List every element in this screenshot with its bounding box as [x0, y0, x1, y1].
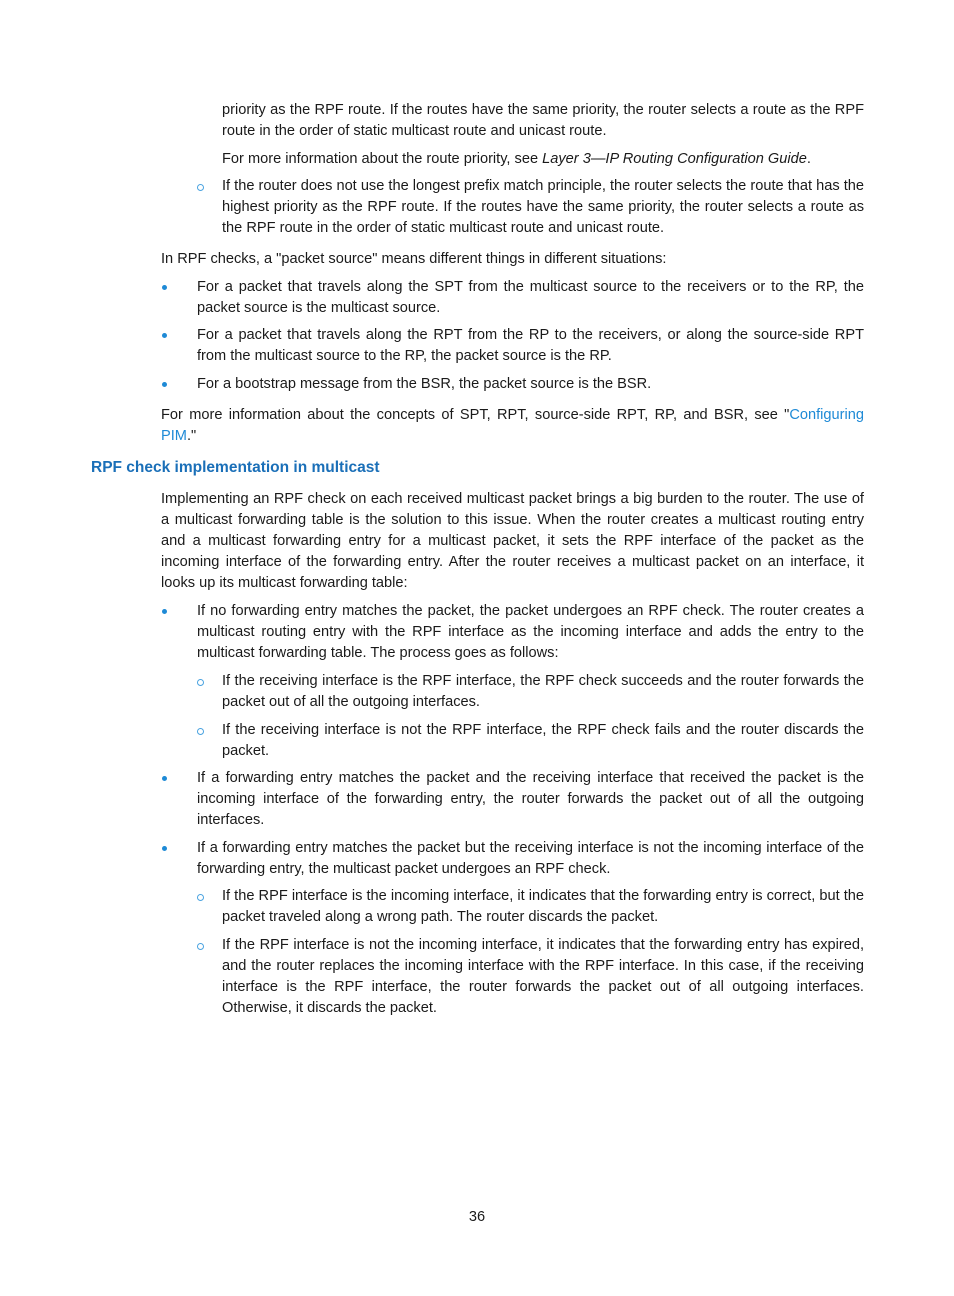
paragraph-concepts-reference [161, 405, 864, 447]
bullet-icon [162, 285, 167, 290]
sub-item-longest-prefix: If the router does not use the longest prefix match principle, the router selects the route that has the highest priority as the RPF route. If the routes have the same priority, the router selects a route as the RPF route in the order of static multicast route and unicast route. [222, 178, 864, 236]
list-item-match-not-incoming: If a forwarding entry matches the packet but the receiving interface is not the incoming interface of the forwarding entry, the multicast packet undergoes an RPF check. [197, 840, 864, 877]
sub-item-entry-expired: If the RPF interface is not the incoming interface, it indicates that the forwarding entry has expired, and the router replaces the incoming interface with the RPF interface. In this case, if the receiving interface is the RPF interface, the router forwards the packet out of all outgoing interfaces. Otherwise, it discards the packet. [222, 937, 864, 1016]
more-info-prefix: For more information about the route priority, see [222, 151, 543, 167]
page-number: 36 [468, 1209, 486, 1225]
hollow-bullet-icon [197, 943, 204, 950]
paragraph-route-priority: priority as the RPF route. If the routes have the same priority, the router selects a route as the RPF route in the order of static multicast route and unicast route. [222, 102, 864, 139]
section-heading: RPF check implementation in multicast [91, 459, 380, 476]
hollow-bullet-icon [197, 679, 204, 686]
hollow-bullet-icon [197, 184, 204, 191]
bullet-icon [162, 846, 167, 851]
sub-item-rpf-succeeds: If the receiving interface is the RPF interface, the RPF check succeeds and the router forwards the packet out of all the outgoing interfaces. [222, 673, 864, 710]
concepts-suffix: ." [186, 428, 197, 444]
sub-item-wrong-path: If the RPF interface is the incoming interface, it indicates that the forwarding entry is correct, but the packet traveled along a wrong path. The router discards the packet. [222, 888, 864, 925]
packet-source-intro: In RPF checks, a "packet source" means different things in different situations: [161, 251, 667, 267]
guide-reference: Layer 3—IP Routing Configuration Guide [542, 151, 807, 167]
sub-item-rpf-fails: If the receiving interface is not the RPF interface, the RPF check fails and the router discards the packet. [222, 722, 864, 759]
more-info-suffix: . [806, 151, 811, 167]
list-item-bsr: For a bootstrap message from the BSR, the packet source is the BSR. [197, 376, 652, 392]
bullet-icon [162, 776, 167, 781]
paragraph-more-info-route-priority [222, 149, 864, 170]
hollow-bullet-icon [197, 894, 204, 901]
configuring-pim-link[interactable]: Configuring PIM [161, 407, 864, 444]
bullet-icon [162, 609, 167, 614]
list-item-rpt: For a packet that travels along the RPT from the RP to the receivers, or along the source-side RPT from the multicast source to the RP, the packet source is the RP. [197, 327, 864, 364]
bullet-icon [162, 333, 167, 338]
bullet-icon [162, 382, 167, 387]
list-item-spt: For a packet that travels along the SPT from the multicast source to the receivers or to the RP, the packet source is the multicast source. [197, 279, 864, 316]
hollow-bullet-icon [197, 728, 204, 735]
list-item-match-incoming: If a forwarding entry matches the packet and the receiving interface that received the packet is the incoming interface of the forwarding entry, the router forwards the packet out of all the outgoing interfaces. [197, 770, 864, 828]
list-item-no-match: If no forwarding entry matches the packet, the packet undergoes an RPF check. The router creates a multicast routing entry with the RPF interface as the incoming interface and adds the entry to the multicast forwarding table. The process goes as follows: [197, 603, 864, 661]
concepts-prefix: For more information about the concepts of SPT, RPT, source-side RPT, RP, and BSR, see " [161, 407, 790, 423]
section-intro: Implementing an RPF check on each received multicast packet brings a big burden to the router. The use of a multicast forwarding table is the solution to this issue. When the router creates a multicast routing entry and a multicast forwarding entry for a multicast packet, it sets the RPF interface of the packet as the incoming interface of the forwarding entry. After the router receives a multicast packet on an interface, it looks up its multicast forwarding table: [161, 491, 864, 591]
